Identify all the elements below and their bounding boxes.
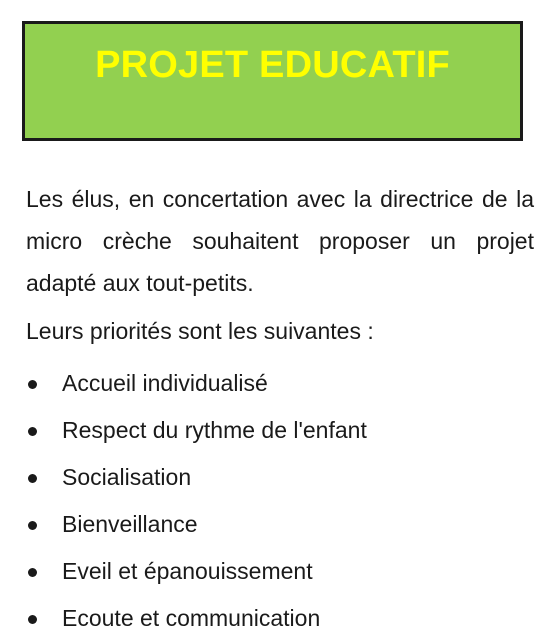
page-title: PROJET EDUCATIF: [95, 44, 450, 86]
bullet-icon: [28, 474, 37, 483]
bullet-icon: [28, 521, 37, 530]
bullet-icon: [28, 568, 37, 577]
priorities-lead: Leurs priorités sont les suivantes :: [26, 318, 374, 344]
intro-paragraph: Les élus, en concertation avec la directrice de la micro crèche souhaitent proposer un projet adapté aux tout-petits.: [26, 186, 534, 296]
title-banner: [22, 21, 523, 141]
bullet-icon: [28, 427, 37, 436]
priority-label: Bienveillance: [62, 511, 198, 537]
priority-label: Socialisation: [62, 464, 192, 490]
priority-label: Accueil individualisé: [62, 370, 268, 396]
priority-label: Eveil et épanouissement: [62, 558, 313, 584]
priority-label: Ecoute et communication: [62, 605, 321, 631]
priority-label: Respect du rythme de l'enfant: [62, 417, 367, 443]
bullet-icon: [28, 380, 37, 389]
bullet-icon: [28, 615, 37, 624]
